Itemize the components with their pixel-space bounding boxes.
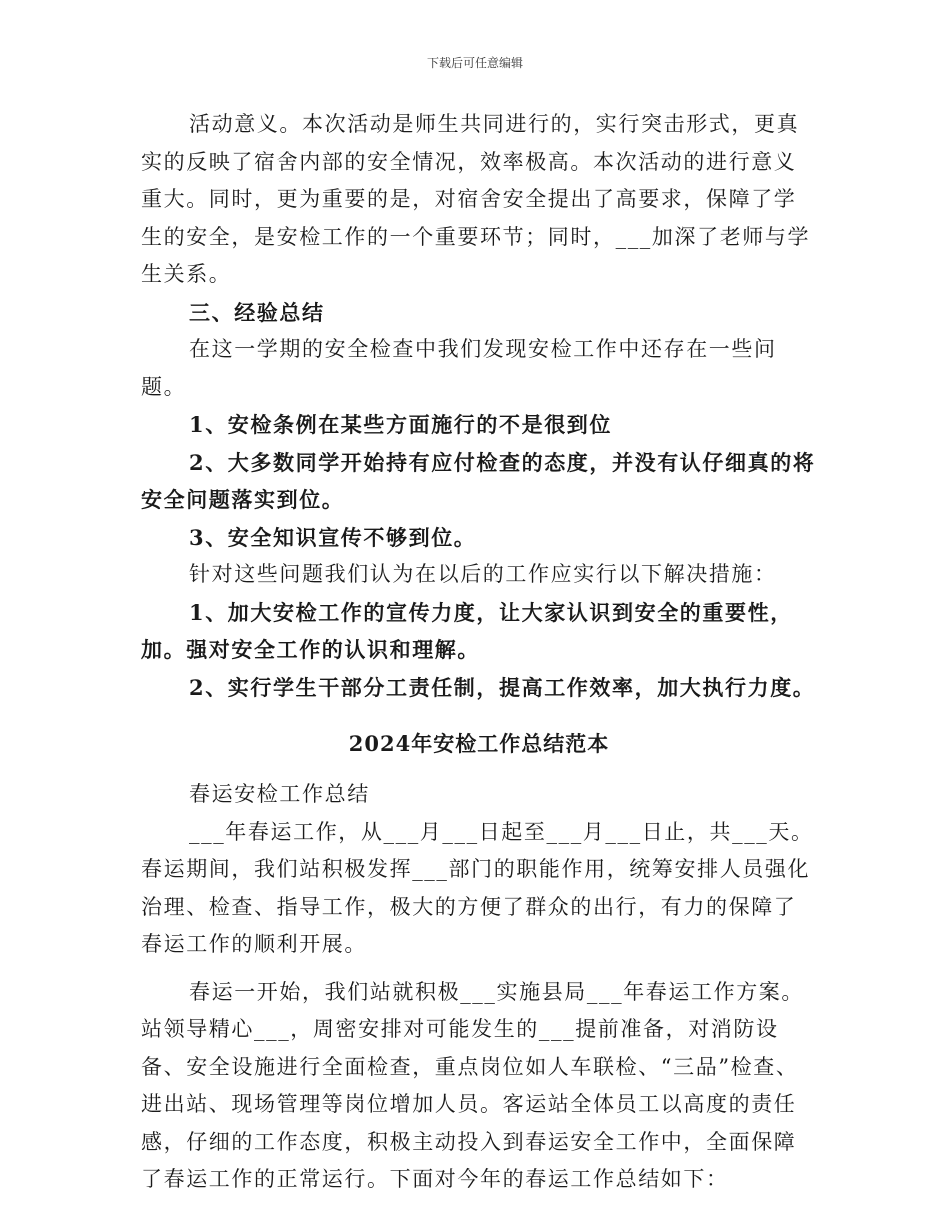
measures-intro: 针对这些问题我们认为在以后的工作应实行以下解决措施：	[189, 562, 777, 586]
problem-item-3: 3、安全知识宣传不够到位。	[189, 524, 477, 550]
spring-transport-paragraph-1: ___年春运工作，从___月___日起至___月___日止，共___天。春运期间，我们站积极发挥___部门的职能作用，统筹安排人员强化治理、检查、指导工作，极大的方便了群众的出行，有力的保障了春运工作的顺利开展。	[141, 819, 814, 956]
experience-summary-heading: 三、经验总结	[189, 299, 325, 325]
problem-item-2: 2、大多数同学开始持有应付检查的态度，并没有认仔细真的将安全问题落实到位。	[141, 449, 816, 512]
spring-transport-subtitle: 春运安检工作总结	[189, 782, 370, 806]
spring-transport-paragraph-2: 春运一开始，我们站就积极___实施县局___年春运工作方案。站领导精心___，周密安排对可能发生的___提前准备，对消防设备、安全设施进行全面检查，重点岗位如人车联检、“三品”检查、进出站、现场管理等岗位增加人员。客运站全体员工以高度的责任感，仔细的工作态度，积极主动投入到春运安全工作中，全面保障了春运工作的正常运行。下面对今年的春运工作总结如下：	[141, 979, 804, 1191]
page-header: 下载后可任意编辑	[426, 56, 523, 70]
measure-item-2: 2、实行学生干部分工责任制，提高工作效率，加大执行力度。	[189, 674, 816, 700]
measure-item-1: 1、加大安检工作的宣传力度，让大家认识到安全的重要性，加。强对安全工作的认识和理解。	[141, 599, 793, 662]
problem-item-1: 1、安检条例在某些方面施行的不是很到位	[189, 412, 613, 437]
document-title: 2024年安检工作总结范本	[348, 731, 610, 756]
problems-intro: 在这一学期的安全检查中我们发现安检工作中还存在一些问题。	[141, 337, 777, 399]
document-body	[141, 106, 817, 1199]
activity-significance-paragraph: 活动意义。本次活动是师生共同进行的，实行突击形式，更真实的反映了宿舍内部的安全情况，效率极高。本次活动的进行意义重大。同时，更为重要的是，对宿舍安全提出了高要求，保障了学生的安全，是安检工作的一个重要环节；同时，___加深了老师与学生关系。	[141, 112, 811, 286]
